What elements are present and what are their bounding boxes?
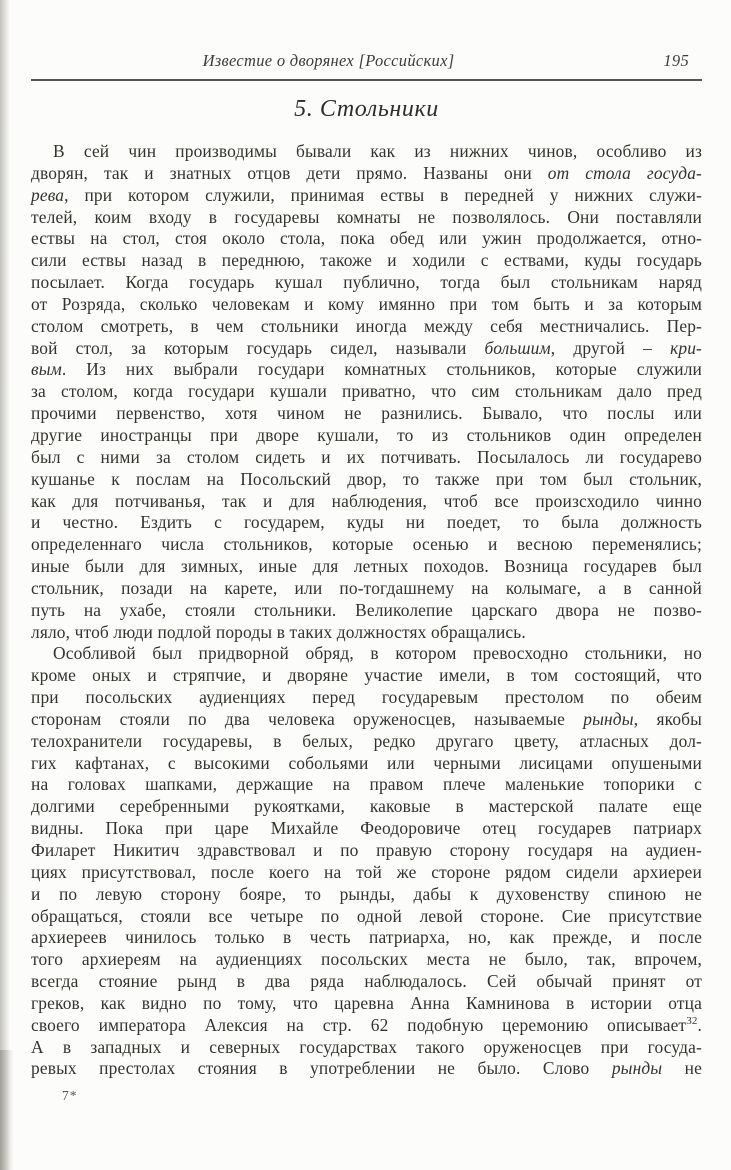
- paragraph: [31, 643, 702, 1080]
- text-line: видны. Пока при царе Михайле Феодоровиче отец государев патриарх: [31, 818, 702, 839]
- text-line: кушанье к послам на Посольский двор, то также при том был стольник,: [31, 468, 702, 489]
- text-line: как для потчиванья, так и для наблюдения, чтоб все произсходило чинно: [31, 490, 702, 511]
- page-bottom-left-scan-shadow: [0, 1050, 14, 1170]
- text-line: В сей чин производимы бывали как из нижних чинов, особливо из: [53, 141, 702, 161]
- text-line: дворян, так и знатных отцов дети прямо. Названы они от стола госуда-: [31, 162, 702, 183]
- text-line: другие иностранцы при дворе кушали, то из стольников один определен: [31, 424, 702, 445]
- text-line: при посольских аудиенциях перед государевым престолом по обеим: [31, 687, 702, 708]
- page-number: 195: [663, 51, 689, 70]
- text-line: прочими первенство, хотя чином не разнились. Бывало, что послы или: [31, 403, 702, 424]
- header-rule: [31, 79, 702, 81]
- text-line: телей, коим входу в государевы комнаты не позволялось. Они поставляли: [31, 206, 702, 227]
- text-line: обращаться, стояли все четыре по одной левой стороне. Сие присутствие: [31, 905, 702, 926]
- text-line: посылает. Когда государь кушал публично, тогда был стольникам наряд: [31, 272, 702, 293]
- page-left-scan-shadow: [0, 0, 10, 1170]
- text-line: ествы на стол, стоя около стола, пока обед или ужин продолжается, отно-: [31, 228, 702, 249]
- text-line: вой стол, за которым государь сидел, называли большим, другой – кри-: [31, 337, 702, 358]
- text-line: стольник, позади на карете, или по-тогдашнему на колымаге, а в санной: [31, 577, 702, 598]
- text-line: за столом, когда государи кушали приватно, что сим стольникам дало пред: [31, 381, 702, 402]
- text-line: от Розряда, сколько человекам и кому имянно при том быть и за которым: [31, 293, 702, 314]
- text-line: Филарет Никитич здравствовал и по правую сторону государя на аудиен-: [31, 840, 702, 860]
- running-head: [31, 51, 702, 73]
- text-line: того архиереям на аудиенциях посольских места не было, так, впрочем,: [31, 949, 702, 970]
- text-line: греков, как видно по тому, что царевна Анна Камнинова в истории отца: [31, 992, 702, 1013]
- text-line: путь на ухабе, стояли стольники. Великолепие царскаго двора не позво-: [31, 599, 702, 620]
- text-line: кроме оных и стряпчие, и дворяне участие имели, в том состоящий, что: [31, 665, 702, 686]
- signature-mark: 7*: [62, 1088, 78, 1103]
- text-line: всегда стояние рынд в два ряда наблюдалось. Сей обычай принят от: [31, 971, 702, 992]
- text-line: ляло, чтоб люди подлой породы в таких должностях обращались.: [31, 621, 526, 642]
- text-line: телохранители государевы, в белых, редко другаго цвету, атласных дол-: [31, 730, 702, 751]
- text-line: иные были для зимных, иные для летных походов. Возница государев был: [31, 556, 702, 577]
- text-line: А в западных и северных государствах такого оруженосцев при госуда-: [31, 1036, 702, 1057]
- paragraph: [31, 141, 702, 643]
- text-line: своего императора Алексия на стр. 62 подобную церемонию описывает$^{32}$.: [31, 1014, 702, 1035]
- text-line: и по левую сторону бояре, то рынды, дабы к духовенству спиною не: [31, 883, 702, 904]
- text-line: архиереев чинилось только в честь патриарха, но, как прежде, и после: [31, 927, 702, 948]
- text-line: циях присутствовал, после коего на той же стороне рядом сидели архиереи: [31, 861, 702, 882]
- text-line: был с ними за столом сидеть и их потчивать. Посылалось ли государево: [31, 446, 702, 467]
- text-line: рева, при котором служили, принимая ествы в передней у нижних служи-: [31, 184, 702, 205]
- text-line: на головах шапками, держащие на правом плече маленькие топорики с: [31, 774, 702, 795]
- text-line: столом смотреть, в чем стольники иногда между себя местничались. Пер-: [31, 315, 702, 336]
- text-line: и честно. Ездить с государем, куды ни поедет, то была должность: [31, 512, 702, 533]
- text-line: сторонам стояли по два человека оруженосцев, называемые рынды, якобы: [31, 708, 702, 729]
- text-line: гих кафтанах, с высокими собольями или черными лисицами опушеными: [31, 752, 702, 773]
- running-head-title: Известие о дворянех [Российских]: [202, 51, 455, 70]
- text-line: долгими серебренными рукоятками, каковые в мастерской палате еще: [31, 796, 702, 817]
- section-title: 5. Стольники: [294, 96, 439, 122]
- text-line: сили ествы назад в переднюю, такоже и ходили с ествами, куды государь: [31, 250, 702, 271]
- text-line: вым. Из них выбрали государи комнатных стольников, которые служили: [31, 359, 702, 380]
- text-line: определеннаго числа стольников, которые осенью и весною переменялись;: [31, 534, 702, 555]
- body-text: [31, 141, 702, 1080]
- text-line: ревых престолах стояния в употреблении не было. Слово рынды не: [31, 1058, 702, 1079]
- text-line: Особливой был придворной обряд, в котором превосходно стольники, но: [53, 643, 702, 664]
